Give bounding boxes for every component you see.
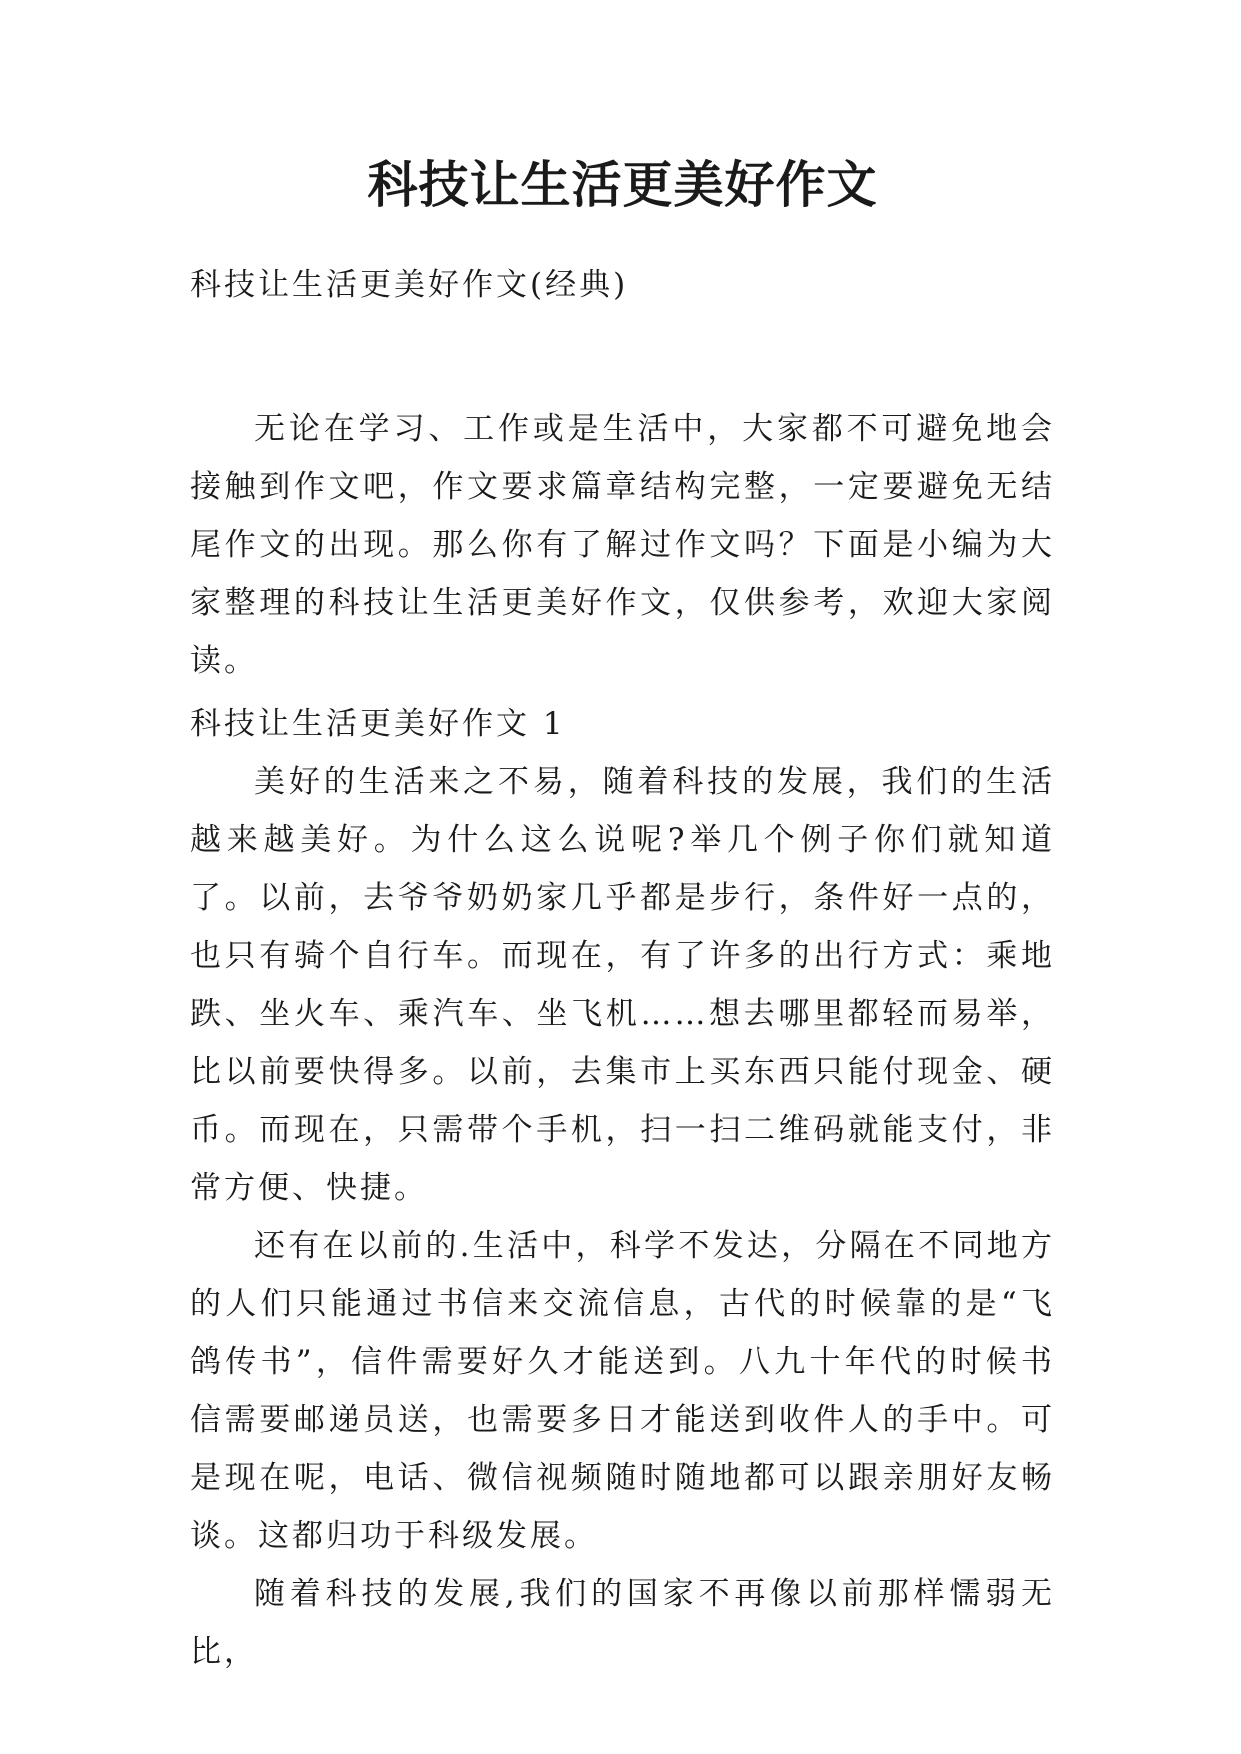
section-1-paragraph: 美好的生活来之不易，随着科技的发展，我们的生活越来越美好。为什么这么说呢?举几个例子你们就知道了。以前，去爷爷奶奶家几乎都是步行，条件好一点的，也只有骑个自行车。而现在，有了许多的出行方式：乘地跌、坐火车、乘汽车、坐飞机……想去哪里都轻而易举，比以前要快得多。以前，去集市上买东西只能付现金、硬币。而现在，只需带个手机，扫一扫二维码就能支付，非常方便、快捷。 xyxy=(190,764,1055,1206)
section-1 xyxy=(190,695,1055,1681)
section-1-heading: 科技让生活更美好作文 1 xyxy=(190,706,566,742)
section-1-paragraph: 还有在以前的.生活中，科学不发达，分隔在不同地方的人们只能通过书信来交流信息，古代的时候靠的是“飞鸽传书”，信件需要好久才能送到。八九十年代的时候书信需要邮递员送，也需要多日才能送到收件人的手中。可是现在呢，电话、微信视频随时随地都可以跟亲朋好友畅谈。这都归功于科级发展。 xyxy=(190,1228,1055,1554)
section-1-paragraph: 随着科技的发展,我们的国家不再像以前那样懦弱无比， xyxy=(190,1576,1055,1670)
intro-block xyxy=(190,400,1055,690)
document-title: 科技让生活更美好作文 xyxy=(367,155,878,214)
document-subtitle: 科技让生活更美好作文(经典) xyxy=(190,267,629,303)
intro-paragraph: 无论在学习、工作或是生活中，大家都不可避免地会接触到作文吧，作文要求篇章结构完整，一定要避免无结尾作文的出现。那么你有了解过作文吗？下面是小编为大家整理的科技让生活更美好作文，仅供参考，欢迎大家阅读。 xyxy=(190,411,1055,679)
